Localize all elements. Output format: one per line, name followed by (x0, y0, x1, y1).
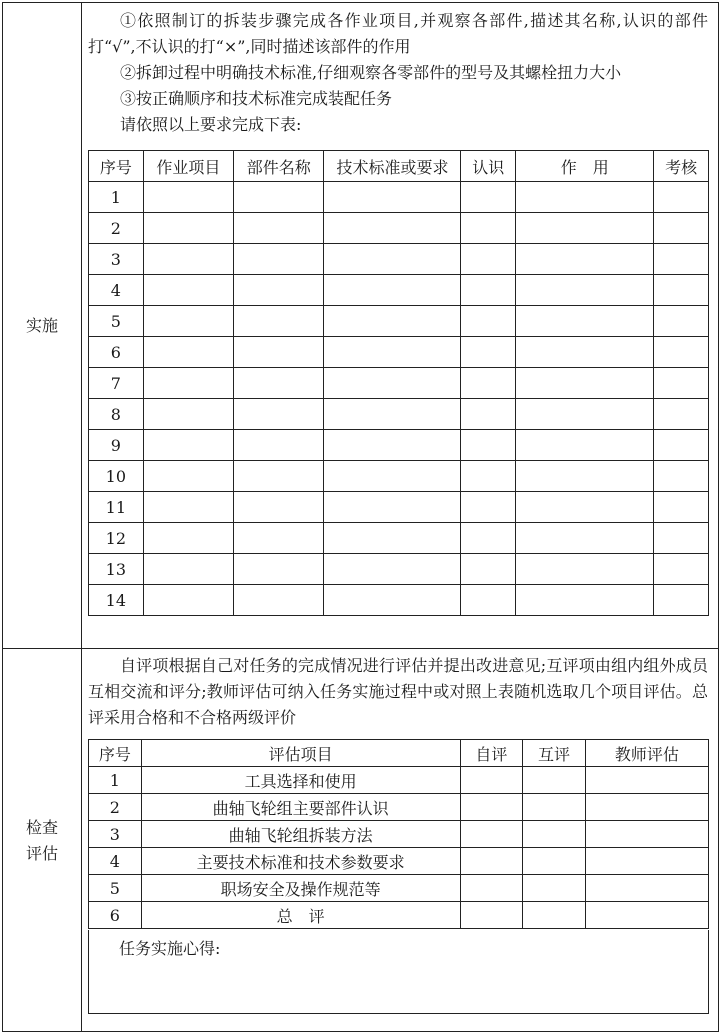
recognize-cell[interactable] (461, 306, 516, 337)
function-cell[interactable] (516, 244, 654, 275)
reflection-label: 任务实施心得: (119, 939, 221, 958)
row-number: 8 (89, 399, 144, 430)
eval-header-item: 评估项目 (141, 740, 460, 767)
work-item-cell[interactable] (143, 430, 233, 461)
table-row (89, 306, 709, 337)
eval-row-item: 职场安全及操作规范等 (141, 875, 460, 902)
function-cell[interactable] (516, 213, 654, 244)
work-item-cell[interactable] (143, 523, 233, 554)
instruction-4: 请依照以上要求完成下表: (120, 115, 302, 134)
assessment-cell[interactable] (654, 275, 709, 306)
eval-header-no: 序号 (89, 740, 142, 767)
table-row (89, 337, 709, 368)
row-number: 7 (89, 368, 144, 399)
work-item-cell[interactable] (143, 461, 233, 492)
table-row (89, 244, 709, 275)
work-item-cell[interactable] (143, 337, 233, 368)
work-item-cell[interactable] (143, 368, 233, 399)
row-number: 5 (89, 306, 144, 337)
teacher-eval-cell[interactable] (585, 902, 708, 929)
table-row (89, 399, 709, 430)
row-number: 12 (89, 523, 144, 554)
row-number: 1 (89, 182, 144, 213)
tech-standard-cell[interactable] (324, 337, 461, 368)
row-number: 4 (89, 275, 144, 306)
tech-standard-cell[interactable] (324, 430, 461, 461)
part-name-cell[interactable] (234, 244, 324, 275)
eval-row-item: 主要技术标准和技术参数要求 (141, 848, 460, 875)
recognize-cell[interactable] (461, 244, 516, 275)
tech-standard-cell[interactable] (324, 492, 461, 523)
evaluation-intro (88, 653, 708, 731)
part-name-cell[interactable] (234, 306, 324, 337)
part-name-cell[interactable] (234, 523, 324, 554)
implementation-instructions (88, 8, 708, 138)
part-name-cell[interactable] (234, 182, 324, 213)
instruction-3: ③按正确顺序和技术标准完成装配任务 (120, 89, 393, 108)
row-number: 11 (89, 492, 144, 523)
work-item-cell[interactable] (143, 399, 233, 430)
work-item-cell[interactable] (143, 306, 233, 337)
table-row (89, 554, 709, 585)
recognize-cell[interactable] (461, 523, 516, 554)
tech-standard-cell[interactable] (324, 368, 461, 399)
tech-standard-cell[interactable] (324, 399, 461, 430)
implementation-table (88, 150, 709, 616)
work-item-cell[interactable] (143, 244, 233, 275)
assessment-cell[interactable] (654, 368, 709, 399)
eval-row-number: 3 (89, 821, 142, 848)
self-eval-cell[interactable] (460, 821, 523, 848)
eval-row-number: 1 (89, 767, 142, 794)
part-name-cell[interactable] (234, 554, 324, 585)
recognize-cell[interactable] (461, 275, 516, 306)
row-number: 14 (89, 585, 144, 616)
recognize-cell[interactable] (461, 554, 516, 585)
peer-eval-cell[interactable] (523, 875, 586, 902)
table-row (89, 492, 709, 523)
column-divider (81, 3, 82, 1031)
table-row (89, 182, 709, 213)
function-cell[interactable] (516, 337, 654, 368)
eval-row-number: 6 (89, 902, 142, 929)
table-row (89, 848, 709, 875)
tech-standard-cell[interactable] (324, 554, 461, 585)
eval-row-number: 5 (89, 875, 142, 902)
peer-eval-cell[interactable] (523, 767, 586, 794)
work-item-cell[interactable] (143, 492, 233, 523)
recognize-cell[interactable] (461, 213, 516, 244)
tech-standard-cell[interactable] (324, 213, 461, 244)
eval-row-item: 总 评 (141, 902, 460, 929)
col-header-recognize: 认识 (461, 151, 516, 182)
assessment-cell[interactable] (654, 554, 709, 585)
self-eval-cell[interactable] (460, 848, 523, 875)
recognize-cell[interactable] (461, 182, 516, 213)
part-name-cell[interactable] (234, 368, 324, 399)
part-name-cell[interactable] (234, 430, 324, 461)
part-name-cell[interactable] (234, 275, 324, 306)
section-divider (3, 648, 718, 649)
peer-eval-cell[interactable] (523, 902, 586, 929)
col-header-function: 作 用 (516, 151, 654, 182)
tech-standard-cell[interactable] (324, 523, 461, 554)
teacher-eval-cell[interactable] (585, 875, 708, 902)
part-name-cell[interactable] (234, 399, 324, 430)
eval-row-item: 曲轴飞轮组主要部件认识 (141, 794, 460, 821)
recognize-cell[interactable] (461, 337, 516, 368)
row-number: 13 (89, 554, 144, 585)
evaluation-label (3, 815, 81, 867)
eval-header-peer: 互评 (523, 740, 586, 767)
peer-eval-cell[interactable] (523, 794, 586, 821)
self-eval-cell[interactable] (460, 794, 523, 821)
assessment-cell[interactable] (654, 399, 709, 430)
assessment-cell[interactable] (654, 461, 709, 492)
table-row (89, 461, 709, 492)
assessment-cell[interactable] (654, 523, 709, 554)
table-row (89, 275, 709, 306)
evaluation-table-header (89, 740, 709, 767)
tech-standard-cell[interactable] (324, 244, 461, 275)
recognize-cell[interactable] (461, 461, 516, 492)
assessment-cell[interactable] (654, 492, 709, 523)
table-row (89, 794, 709, 821)
part-name-cell[interactable] (234, 461, 324, 492)
table-row (89, 430, 709, 461)
assessment-cell[interactable] (654, 182, 709, 213)
row-number: 2 (89, 213, 144, 244)
assessment-cell[interactable] (654, 337, 709, 368)
table-row (89, 821, 709, 848)
recognize-cell[interactable] (461, 399, 516, 430)
function-cell[interactable] (516, 399, 654, 430)
work-item-cell[interactable] (143, 554, 233, 585)
col-header-part-name: 部件名称 (234, 151, 324, 182)
teacher-eval-cell[interactable] (585, 848, 708, 875)
tech-standard-cell[interactable] (324, 306, 461, 337)
assessment-cell[interactable] (654, 244, 709, 275)
recognize-cell[interactable] (461, 585, 516, 616)
eval-row-number: 2 (89, 794, 142, 821)
row-number: 6 (89, 337, 144, 368)
tech-standard-cell[interactable] (324, 182, 461, 213)
assessment-cell[interactable] (654, 585, 709, 616)
implementation-table-header (89, 151, 709, 182)
eval-row-item: 工具选择和使用 (141, 767, 460, 794)
col-header-assessment: 考核 (654, 151, 709, 182)
function-cell[interactable] (516, 523, 654, 554)
evaluation-label-line1: 检查 (25, 818, 58, 837)
recognize-cell[interactable] (461, 492, 516, 523)
function-cell[interactable] (516, 368, 654, 399)
peer-eval-cell[interactable] (523, 821, 586, 848)
evaluation-table (88, 739, 709, 929)
tech-standard-cell[interactable] (324, 585, 461, 616)
teacher-eval-cell[interactable] (585, 767, 708, 794)
eval-header-self: 自评 (460, 740, 523, 767)
reflection-box[interactable] (88, 930, 709, 1014)
work-item-cell[interactable] (143, 585, 233, 616)
table-row (89, 767, 709, 794)
self-eval-cell[interactable] (460, 767, 523, 794)
self-eval-cell[interactable] (460, 902, 523, 929)
function-cell[interactable] (516, 430, 654, 461)
eval-row-item: 曲轴飞轮组拆装方法 (141, 821, 460, 848)
evaluation-label-line2: 评估 (25, 844, 58, 863)
work-item-cell[interactable] (143, 182, 233, 213)
function-cell[interactable] (516, 492, 654, 523)
col-header-no: 序号 (89, 151, 144, 182)
work-item-cell[interactable] (143, 275, 233, 306)
row-number: 3 (89, 244, 144, 275)
assessment-cell[interactable] (654, 306, 709, 337)
col-header-tech-standard: 技术标准或要求 (324, 151, 461, 182)
part-name-cell[interactable] (234, 213, 324, 244)
teacher-eval-cell[interactable] (585, 794, 708, 821)
tech-standard-cell[interactable] (324, 461, 461, 492)
instruction-2: ②拆卸过程中明确技术标准,仔细观察各零部件的型号及其螺栓扭力大小 (120, 63, 622, 82)
part-name-cell[interactable] (234, 337, 324, 368)
assessment-cell[interactable] (654, 213, 709, 244)
col-header-work-item: 作业项目 (143, 151, 233, 182)
table-row (89, 523, 709, 554)
self-eval-cell[interactable] (460, 875, 523, 902)
tech-standard-cell[interactable] (324, 275, 461, 306)
function-cell[interactable] (516, 306, 654, 337)
part-name-cell[interactable] (234, 492, 324, 523)
evaluation-intro-text: 自评项根据自己对任务的完成情况进行评估并提出改进意见;互评项由组内组外成员互相交流和评分;教师评估可纳入任务实施过程中或对照上表随机选取几个项目评估。总评采用合格和不合格两级评价 (88, 656, 708, 727)
recognize-cell[interactable] (461, 430, 516, 461)
function-cell[interactable] (516, 275, 654, 306)
assessment-cell[interactable] (654, 430, 709, 461)
function-cell[interactable] (516, 461, 654, 492)
table-row (89, 875, 709, 902)
row-number: 10 (89, 461, 144, 492)
function-cell[interactable] (516, 585, 654, 616)
peer-eval-cell[interactable] (523, 848, 586, 875)
table-row (89, 368, 709, 399)
eval-header-teacher: 教师评估 (585, 740, 708, 767)
function-cell[interactable] (516, 554, 654, 585)
teacher-eval-cell[interactable] (585, 821, 708, 848)
instruction-1: ①依照制订的拆装步骤完成各作业项目,并观察各部件,描述其名称,认识的部件打“√”,不认识的打“×”,同时描述该部件的作用 (88, 11, 708, 56)
table-row (89, 585, 709, 616)
row-number: 9 (89, 430, 144, 461)
implementation-label: 实施 (25, 316, 58, 335)
recognize-cell[interactable] (461, 368, 516, 399)
table-row (89, 902, 709, 929)
part-name-cell[interactable] (234, 585, 324, 616)
table-row (89, 213, 709, 244)
function-cell[interactable] (516, 182, 654, 213)
work-item-cell[interactable] (143, 213, 233, 244)
eval-row-number: 4 (89, 848, 142, 875)
